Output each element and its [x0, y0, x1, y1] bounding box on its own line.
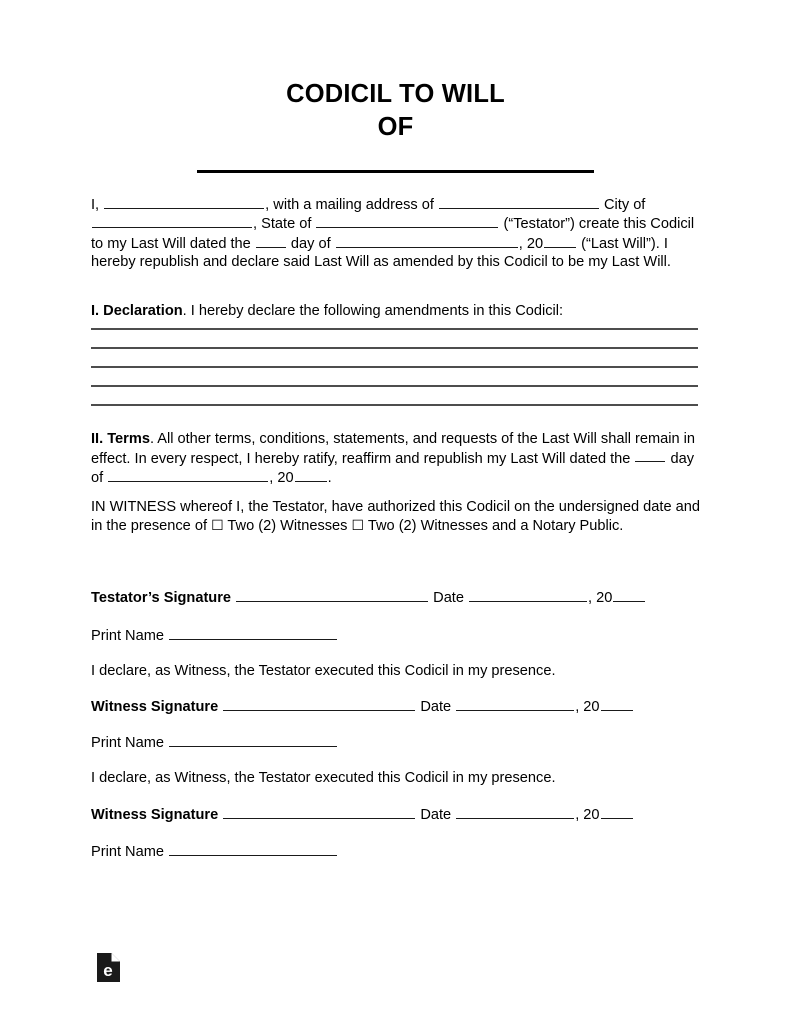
- intro-text-5: (“Testator”) create this Codicil to my Last Will dated the: [91, 216, 695, 252]
- intro-text-3: City of: [599, 196, 646, 213]
- witness-2-print-name-label: Print Name: [91, 843, 164, 860]
- witness-2-signature-blank[interactable]: [223, 805, 415, 819]
- intro-year-blank[interactable]: [544, 234, 576, 248]
- intro-text-4: , State of: [253, 216, 316, 233]
- testator-signature-label: Testator’s Signature: [91, 589, 232, 606]
- declaration-blank-line[interactable]: [91, 404, 698, 406]
- declaration-text: . I hereby declare the following amendments in this Codicil:: [182, 303, 564, 319]
- testator-print-name-row: [91, 626, 731, 645]
- terms-text-2: day of: [91, 450, 695, 486]
- witness-2-declaration: I declare, as Witness, the Testator executed this Codicil in my presence.: [91, 770, 556, 786]
- testator-name-rule[interactable]: [197, 170, 594, 173]
- witness-1-date-label: Date: [420, 698, 452, 715]
- eforms-file-icon: [97, 953, 120, 982]
- intro-text-2: , with a mailing address of: [265, 196, 438, 213]
- terms-text-1: . All other terms, conditions, statements, and requests of the Last Will shall remain in effect. In every respect, I hereby ratify, reaffirm and republish my Last Will dated the: [91, 431, 696, 467]
- terms-text-4: .: [327, 469, 332, 486]
- declaration-heading: I. Declaration: [91, 303, 183, 319]
- testator-date-blank[interactable]: [469, 588, 587, 602]
- intro-city-blank[interactable]: [92, 214, 252, 228]
- intro-text-8: (“Last Will”). I hereby republish and declare said Last Will as amended by this Codicil to be my Last Will.: [91, 235, 671, 271]
- witness-clause-text: IN WITNESS whereof I, the Testator, have authorized this Codicil on the undersigned date and in the presence of: [91, 499, 700, 534]
- witness-1-print-name-row: [91, 733, 731, 752]
- testator-print-name-label: Print Name: [91, 627, 164, 644]
- intro-text-7: , 20: [518, 235, 544, 252]
- testator-signature-blank[interactable]: [236, 588, 428, 602]
- declaration-blank-lines: [91, 328, 698, 423]
- terms-year-blank[interactable]: [295, 468, 327, 482]
- testator-signature-row: [91, 588, 731, 607]
- terms-heading: II. Terms: [91, 431, 150, 447]
- witness-2-print-name-row: [91, 842, 731, 861]
- page-title-line-2: OF: [377, 113, 414, 141]
- witness-1-date-blank[interactable]: [456, 697, 574, 711]
- witness-1-signature-row: [91, 697, 731, 716]
- witness-option-1-label: Two (2) Witnesses: [223, 517, 352, 534]
- terms-paragraph: [91, 430, 700, 487]
- intro-name-blank[interactable]: [104, 195, 264, 209]
- witness-2-year-prefix: , 20: [575, 806, 600, 823]
- intro-address-blank[interactable]: [439, 195, 599, 209]
- page-title: [0, 78, 791, 144]
- witness-1-signature-blank[interactable]: [223, 697, 415, 711]
- intro-text-6: day of: [286, 235, 335, 252]
- checkbox-two-witnesses[interactable]: ☐: [211, 517, 224, 534]
- intro-month-blank[interactable]: [336, 234, 518, 248]
- testator-year-blank[interactable]: [613, 588, 645, 602]
- witness-clause-paragraph: [91, 498, 700, 535]
- intro-day-blank[interactable]: [256, 234, 286, 248]
- page-title-line-1: CODICIL TO WILL: [286, 80, 505, 108]
- testator-year-prefix: , 20: [588, 589, 613, 606]
- checkbox-two-witnesses-and-notary[interactable]: ☐: [351, 517, 365, 534]
- testator-print-name-blank[interactable]: [169, 626, 337, 640]
- declaration-blank-line[interactable]: [91, 328, 698, 330]
- declaration-blank-line[interactable]: [91, 347, 698, 349]
- testator-date-label: Date: [433, 589, 464, 606]
- intro-text-1: I,: [91, 196, 104, 213]
- witness-2-date-blank[interactable]: [456, 805, 574, 819]
- witness-1-print-name-label: Print Name: [91, 734, 164, 751]
- witness-2-year-blank[interactable]: [601, 805, 633, 819]
- eforms-logo-letter: e: [103, 961, 113, 980]
- witness-1-year-blank[interactable]: [601, 697, 633, 711]
- witness-1-signature-label: Witness Signature: [91, 698, 219, 715]
- declaration-blank-line[interactable]: [91, 366, 698, 368]
- declaration-heading-row: [91, 302, 700, 321]
- witness-2-signature-label: Witness Signature: [91, 806, 219, 823]
- witness-1-print-name-blank[interactable]: [169, 733, 337, 747]
- witness-2-signature-row: [91, 805, 731, 824]
- witness-2-date-label: Date: [420, 806, 452, 823]
- terms-text-3: , 20: [269, 469, 294, 486]
- intro-paragraph: [91, 195, 700, 272]
- witness-option-2-label: Two (2) Witnesses and a Notary Public.: [364, 517, 624, 534]
- witness-1-year-prefix: , 20: [575, 698, 600, 715]
- intro-state-blank[interactable]: [316, 214, 498, 228]
- witness-1-declaration: I declare, as Witness, the Testator executed this Codicil in my presence.: [91, 663, 556, 679]
- terms-month-blank[interactable]: [108, 468, 268, 482]
- terms-day-blank[interactable]: [635, 449, 665, 463]
- declaration-blank-line[interactable]: [91, 385, 698, 387]
- witness-2-print-name-blank[interactable]: [169, 842, 337, 856]
